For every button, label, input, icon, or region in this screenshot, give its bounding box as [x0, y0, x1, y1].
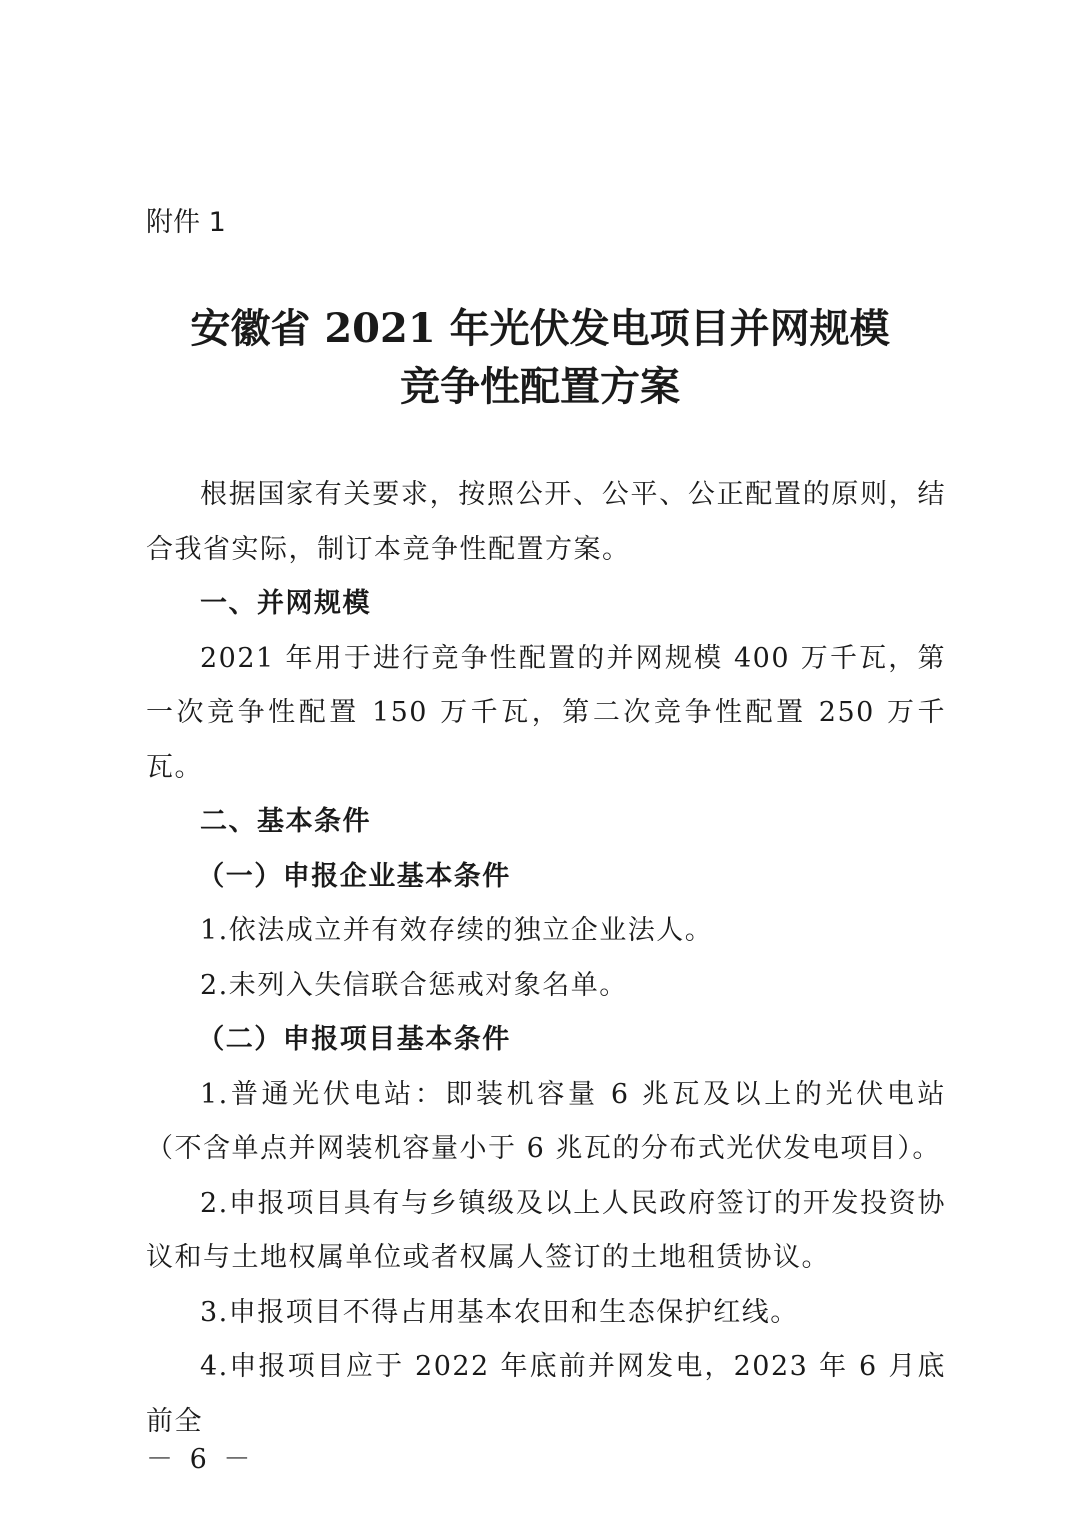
section-1-heading: 一、并网规模: [200, 588, 371, 619]
section-2-heading: 二、基本条件: [200, 806, 371, 837]
list-item: 1.普通光伏电站：即装机容量 6 兆瓦及以上的光伏电站（不含单点并网装机容量小于 6 兆瓦的分布式光伏发电项目）。: [146, 1078, 946, 1164]
document-title: [0, 300, 1080, 416]
title-line-2: 竞争性配置方案: [400, 363, 680, 410]
subsection-2-heading: （二）申报项目基本条件: [197, 1024, 511, 1055]
subsection-1-heading: （一）申报企业基本条件: [197, 860, 511, 892]
list-item: 3.申报项目不得占用基本农田和生态保护红线。: [200, 1296, 799, 1328]
document-body: [146, 468, 946, 1449]
list-item: 2.未列入失信联合惩戒对象名单。: [200, 969, 628, 1001]
section-1-paragraph: 2021 年用于进行竞争性配置的并网规模 400 万千瓦，第一次竞争性配置 150 万千瓦，第二次竞争性配置 250 万千瓦。: [146, 642, 946, 783]
list-item: 2.申报项目具有与乡镇级及以上人民政府签订的开发投资协议和与土地权属单位或者权属人签订的土地租赁协议。: [146, 1187, 946, 1273]
page-number: － 6 －: [146, 1444, 255, 1475]
list-item: 4.申报项目应于 2022 年底前并网发电，2023 年 6 月底前全: [146, 1351, 946, 1437]
attachment-label: 附件 1: [146, 207, 226, 238]
title-line-1: 安徽省 2021 年光伏发电项目并网规模: [190, 305, 890, 352]
list-item: 1.依法成立并有效存续的独立企业法人。: [200, 915, 714, 946]
intro-paragraph: 根据国家有关要求，按照公开、公平、公正配置的原则，结合我省实际，制订本竞争性配置方案。: [146, 479, 946, 565]
